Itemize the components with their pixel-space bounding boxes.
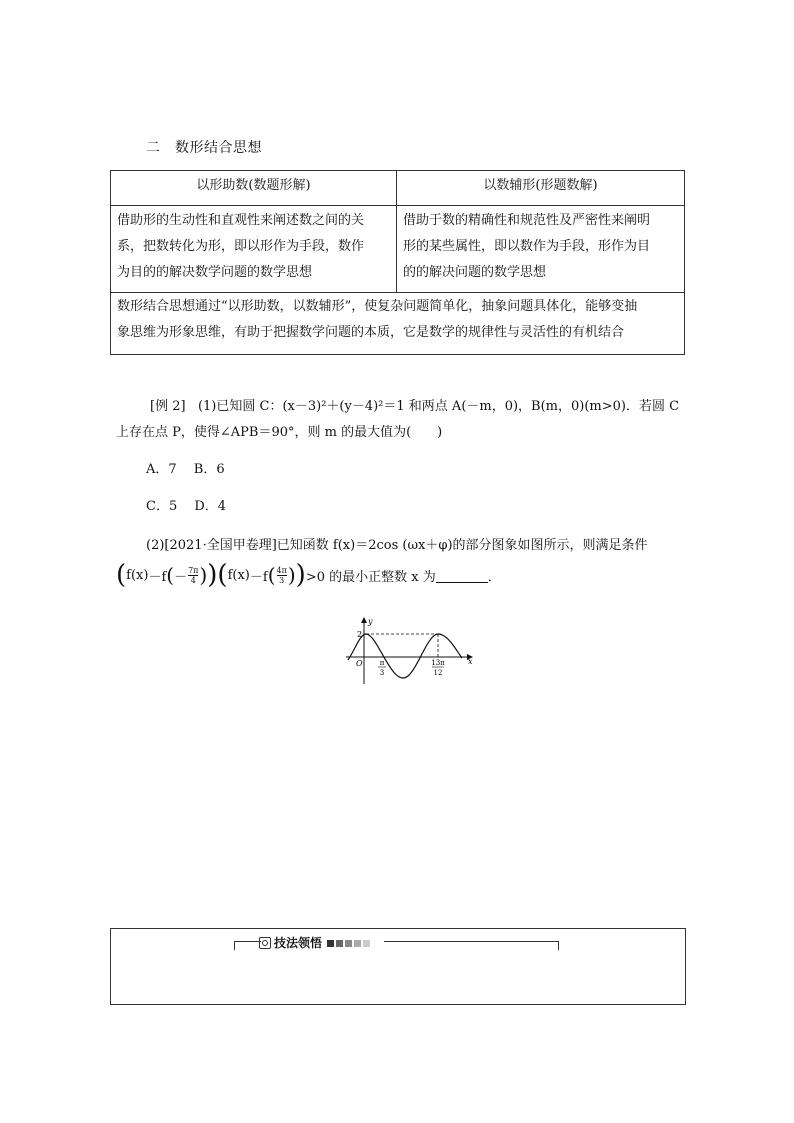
- cond-end: ．: [487, 569, 501, 585]
- table-cell: [111, 206, 397, 293]
- cosine-graph: [338, 614, 478, 686]
- cond-minus-f: －f: [148, 569, 167, 585]
- table-summary-row: [111, 293, 685, 355]
- x-tick-1-denominator: 3: [379, 669, 385, 677]
- cell-line: 借助形的生动性和直观性来阐述数之间的关: [117, 213, 365, 228]
- example-question-1: [116, 394, 686, 446]
- cell-line: 的的解决问题的数学思想: [403, 265, 547, 280]
- decor-square: [345, 940, 352, 947]
- question-1-line-1: (1)已知圆 C：(x－3)²＋(y－4)²＝1 和两点 A(－m，0)，B(m，0)(m>0)．若圆 C: [197, 399, 680, 414]
- decor-square: [336, 940, 343, 947]
- table-row: [111, 206, 685, 293]
- cond-fx-2: f(x): [227, 567, 250, 583]
- question-1-line-2: 上存在点 P，使得∠APB＝90°，则 m 的最大值为( ): [116, 425, 443, 440]
- options-row-1: A．7 B．6: [146, 462, 225, 477]
- fraction-7pi-4: [188, 566, 198, 585]
- options-row-2: C．5 D．4: [146, 499, 227, 514]
- example-tag: [例 2]: [150, 399, 186, 414]
- fraction-denominator: 3: [279, 575, 285, 585]
- x-axis-label: x: [468, 657, 473, 666]
- y-axis-label: y: [368, 617, 373, 626]
- cond-neg: －: [174, 569, 188, 585]
- section-heading: 二 数形结合思想: [146, 140, 262, 156]
- fraction-4pi-3: [277, 566, 287, 585]
- inequality-condition: ( f(x) －f ( － $\frac{7\pi}{4}$ ) ) ( f(x) －f ( $\frac{4\pi}{3}$ ) ) >0 的最小正整数 x 为 ．: [116, 560, 501, 590]
- x-tick-1-numerator: π: [379, 659, 385, 667]
- table-header-cell: 以数辅形(形题数解): [397, 171, 685, 206]
- tips-bracket-right: [384, 941, 559, 950]
- cond-minus-f-2: －f: [249, 569, 268, 585]
- answer-blank: [436, 568, 488, 583]
- fraction-numerator: 7π: [188, 565, 199, 575]
- cosine-curve: [348, 634, 462, 678]
- origin-label: O: [356, 659, 363, 668]
- question-2-line-1: (2)[2021·全国甲卷理]已知函数 f(x)＝2cos (ωx＋φ)的部分图象如图所示，则满足条件: [146, 538, 648, 553]
- decor-square: [363, 940, 370, 947]
- comparison-table: [110, 170, 685, 355]
- tips-box: [110, 928, 686, 1005]
- tips-squares: [325, 936, 370, 950]
- gear-book-icon: [259, 937, 271, 949]
- cond-tail: >0 的最小正整数 x 为: [305, 569, 436, 585]
- tips-bracket-left: [234, 941, 261, 950]
- decor-square: [327, 940, 334, 947]
- cell-line: 为目的的解决数学问题的数学思想: [117, 265, 313, 280]
- tips-title: 技法领悟: [274, 936, 323, 950]
- fraction-denominator: 4: [190, 575, 196, 585]
- cell-line: 系，把数转化为形，即以形作为手段，数作: [117, 239, 365, 254]
- cond-fx: f(x): [126, 567, 149, 583]
- table-cell: [397, 206, 685, 293]
- table-header-cell: 以形助数(数题形解): [111, 171, 397, 206]
- summary-line: 数形结合思想通过“以形助数，以数辅形”，使复杂问题简单化，抽象问题具体化，能够变抽: [117, 299, 638, 314]
- decor-square: [354, 940, 361, 947]
- y-tick-label: 2: [357, 630, 363, 639]
- summary-line: 象思维为形象思维，有助于把握数学问题的本质，它是数学的规律性与灵活性的有机结合: [117, 325, 625, 340]
- table-header-row: [111, 171, 685, 206]
- cell-line: 形的某些属性，即以数作为手段，形作为目: [403, 239, 651, 254]
- table-summary-cell: [111, 293, 685, 355]
- cell-line: 借助于数的精确性和规范性及严密性来阐明: [403, 213, 651, 228]
- tips-header: [259, 934, 370, 951]
- x-tick-2-numerator: 13π: [431, 659, 445, 667]
- fraction-numerator: 4π: [276, 565, 287, 575]
- x-tick-2-denominator: 12: [433, 669, 443, 677]
